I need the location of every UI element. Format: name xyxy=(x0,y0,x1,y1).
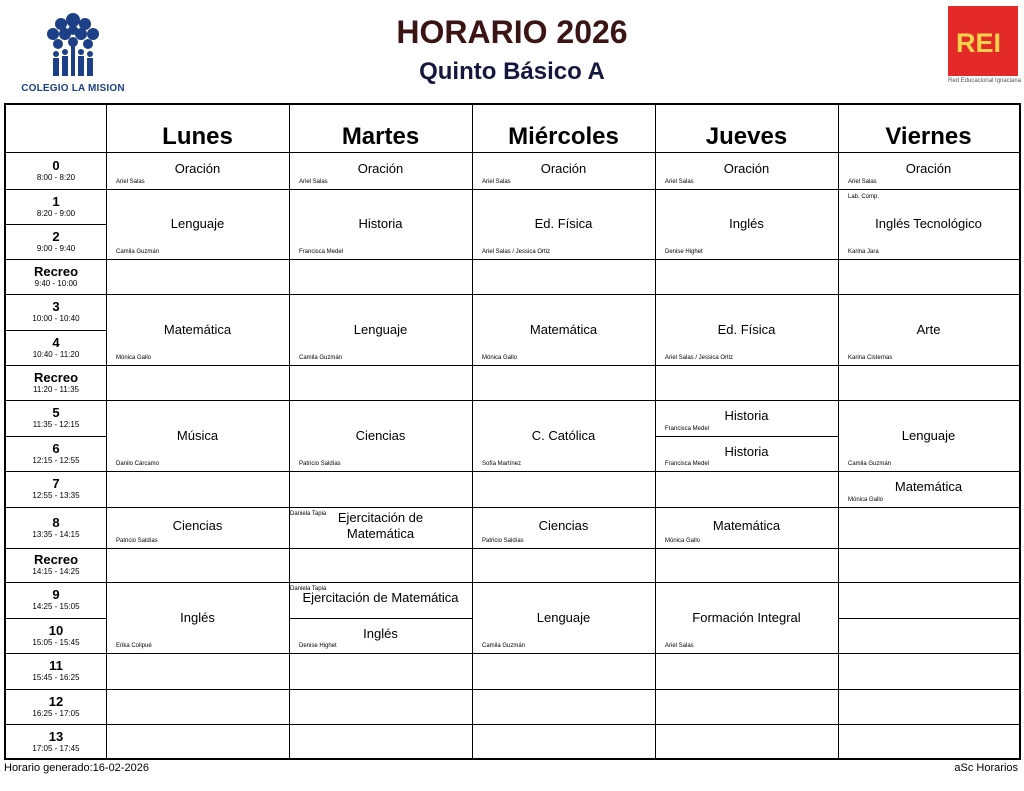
teacher-name: Ariel Salas xyxy=(848,179,877,185)
teacher-name: Karina Cisternas xyxy=(848,355,893,361)
day-header-lunes: Lunes xyxy=(162,123,233,150)
subject-name xyxy=(289,161,472,177)
subject-text: Matemática xyxy=(894,479,963,494)
subject-text: Lenguaje xyxy=(353,322,408,337)
subject-text: C. Católica xyxy=(531,428,596,443)
subject-name xyxy=(655,518,838,534)
subject-text: Oración xyxy=(174,161,221,176)
period-time: 17:05 - 17:45 xyxy=(32,744,80,753)
period-label xyxy=(6,159,106,183)
subject-text: Ed. Física xyxy=(534,216,593,231)
subject-name xyxy=(655,216,838,232)
teacher-name: Sofía Martínez xyxy=(482,461,522,467)
subject-text: Formación Integral xyxy=(692,610,801,625)
period-time: 14:25 - 15:05 xyxy=(32,602,80,611)
teacher-name: Patricio Saldías xyxy=(116,538,158,544)
period-time: 9:40 - 10:00 xyxy=(34,279,78,288)
subject-name xyxy=(472,610,655,626)
teacher-name: Denise Highet xyxy=(665,249,703,255)
row-line xyxy=(4,582,1021,583)
network-logo xyxy=(948,6,1022,88)
subject-name xyxy=(106,161,289,177)
period-number: 10 xyxy=(48,623,64,638)
teacher-name: Ariel Salas xyxy=(665,643,694,649)
teacher-name: Camila Guzmán xyxy=(848,461,892,467)
subject-text-line2: Matemática xyxy=(346,526,415,541)
subject-text: Inglés Tecnológico xyxy=(875,216,982,231)
period-time: 12:15 - 12:55 xyxy=(32,456,80,465)
subject-text: Lenguaje xyxy=(901,428,956,443)
page-title: HORARIO 2026 xyxy=(396,14,628,50)
subject-name xyxy=(838,479,1019,495)
subject-text: Inglés xyxy=(363,626,398,641)
row-line xyxy=(4,330,106,331)
period-number: 0 xyxy=(52,158,60,173)
period-time: 15:45 - 16:25 xyxy=(32,673,80,682)
subject-name xyxy=(106,428,289,444)
school-logo-caption: COLEGIO LA MISION xyxy=(21,83,125,94)
teacher-name: Mónica Gallo xyxy=(848,497,884,503)
period-label xyxy=(6,406,106,430)
subject-text: Historia xyxy=(724,408,769,423)
subject-text: Ciencias xyxy=(172,518,223,533)
subject-text: Ciencias xyxy=(538,518,589,533)
subject-name xyxy=(838,428,1019,444)
subject-name xyxy=(472,216,655,232)
tree-icon xyxy=(8,6,138,82)
page-subtitle: Quinto Básico A xyxy=(419,58,605,85)
subject-name xyxy=(838,322,1019,338)
subject-name xyxy=(655,444,838,460)
cell-line xyxy=(655,436,838,437)
period-label xyxy=(6,516,106,540)
row-line xyxy=(4,365,1021,366)
period-time: 10:00 - 10:40 xyxy=(32,314,80,323)
recess-label: Recreo xyxy=(33,370,79,385)
period-label xyxy=(6,336,106,360)
subject-name xyxy=(289,428,472,444)
period-number: 2 xyxy=(52,229,60,244)
subject-text: Ed. Física xyxy=(717,322,776,337)
room-label: Lab. Comp. xyxy=(848,194,880,200)
period-number: 8 xyxy=(52,515,60,530)
teacher-name: Camila Guzmán xyxy=(482,643,526,649)
teacher-name: Denise Highet xyxy=(299,643,337,649)
subject-text: Lenguaje xyxy=(170,216,225,231)
row-line xyxy=(4,294,1021,295)
period-number: 6 xyxy=(52,441,60,456)
period-label xyxy=(6,695,106,719)
period-number: 4 xyxy=(52,335,60,350)
subject-name xyxy=(655,408,838,424)
teacher-name: Ariel Salas xyxy=(482,179,511,185)
period-label xyxy=(6,371,106,395)
period-number: 5 xyxy=(52,405,60,420)
teacher-name: Francisca Medel xyxy=(665,426,710,432)
period-label xyxy=(6,624,106,648)
period-time: 9:00 - 9:40 xyxy=(36,244,76,253)
teacher-name: Patricio Saldías xyxy=(482,538,524,544)
subject-name xyxy=(289,626,472,642)
teacher-name: Erika Colipué xyxy=(116,643,152,649)
teacher-name: Mónica Gallo xyxy=(482,355,518,361)
teacher-name: Daniela Tapia xyxy=(290,511,327,517)
day-column-line xyxy=(655,103,656,760)
network-logo-text: REI xyxy=(956,28,1002,58)
teacher-name: Camila Guzmán xyxy=(116,249,160,255)
period-label xyxy=(6,730,106,754)
software-credit: aSc Horarios xyxy=(954,762,1018,774)
row-line xyxy=(4,689,1021,690)
row-line xyxy=(4,436,106,437)
subject-text: Oración xyxy=(723,161,770,176)
period-time: 16:25 - 17:05 xyxy=(32,709,80,718)
subject-text: Arte xyxy=(916,322,941,337)
teacher-name: Karina Jara xyxy=(848,249,879,255)
teacher-name: Ariel Salas xyxy=(299,179,328,185)
cell-line xyxy=(838,618,1019,619)
row-line xyxy=(4,224,106,225)
row-line xyxy=(4,548,1021,549)
subject-name xyxy=(838,216,1019,232)
period-number: 13 xyxy=(48,729,64,744)
subject-name xyxy=(106,322,289,338)
subject-name xyxy=(472,428,655,444)
header-row-line xyxy=(4,152,1021,153)
period-number: 9 xyxy=(52,587,60,602)
teacher-name: Camila Guzmán xyxy=(299,355,343,361)
subject-name xyxy=(472,518,655,534)
period-number: 1 xyxy=(52,194,60,209)
subject-name xyxy=(472,322,655,338)
teacher-name: Ariel Salas / Jessica Ortiz xyxy=(665,355,734,361)
period-label xyxy=(6,659,106,683)
cell-line xyxy=(289,618,472,619)
row-line xyxy=(4,259,1021,260)
day-header-jueves: Jueves xyxy=(705,123,788,150)
subject-text: Oración xyxy=(905,161,952,176)
subject-text: Ejercitación de xyxy=(337,510,424,525)
teacher-name: Mónica Gallo xyxy=(116,355,152,361)
subject-name xyxy=(655,322,838,338)
period-label xyxy=(6,265,106,289)
recess-label: Recreo xyxy=(33,552,79,567)
row-line xyxy=(4,653,1021,654)
period-time: 15:05 - 15:45 xyxy=(32,638,80,647)
teacher-name: Ariel Salas xyxy=(665,179,694,185)
period-time: 8:00 - 8:20 xyxy=(36,173,76,182)
day-header-martes: Martes xyxy=(341,123,420,150)
teacher-name: Danilo Cárcamo xyxy=(116,461,160,467)
period-label xyxy=(6,442,106,466)
period-label xyxy=(6,230,106,254)
subject-text: Matemática xyxy=(529,322,598,337)
period-number: 3 xyxy=(52,299,60,314)
period-number: 12 xyxy=(48,694,64,709)
subject-text: Inglés xyxy=(180,610,215,625)
subject-text: Música xyxy=(176,428,219,443)
subject-name xyxy=(655,161,838,177)
row-line xyxy=(4,507,1021,508)
subject-name xyxy=(289,322,472,338)
row-line xyxy=(4,189,1021,190)
teacher-name: Mónica Gallo xyxy=(665,538,701,544)
generated-date: Horario generado:16-02-2026 xyxy=(4,762,149,774)
subject-name xyxy=(106,518,289,534)
teacher-name: Ariel Salas xyxy=(116,179,145,185)
period-time: 10:40 - 11:20 xyxy=(32,350,80,359)
period-time: 11:20 - 11:35 xyxy=(33,385,79,394)
row-line xyxy=(4,400,1021,401)
subject-text: Inglés xyxy=(729,216,764,231)
period-label xyxy=(6,553,106,577)
day-header-viernes: Viernes xyxy=(885,123,972,150)
school-logo xyxy=(8,6,138,94)
subject-name xyxy=(472,161,655,177)
teacher-name: Francisca Medel xyxy=(665,461,710,467)
period-label xyxy=(6,477,106,501)
subject-name xyxy=(106,610,289,626)
subject-text: Matemática xyxy=(163,322,232,337)
period-label xyxy=(6,588,106,612)
period-time: 13:35 - 14:15 xyxy=(32,530,80,539)
subject-name xyxy=(106,216,289,232)
period-label xyxy=(6,195,106,219)
teacher-name: Ariel Salas / Jessica Ortiz xyxy=(482,249,551,255)
subject-text: Historia xyxy=(358,216,403,231)
subject-name xyxy=(838,161,1019,177)
row-line xyxy=(4,724,1021,725)
subject-text: Ejercitación de Matemática xyxy=(302,590,459,605)
subject-name xyxy=(289,216,472,232)
subject-name xyxy=(655,610,838,626)
teacher-name: Patricio Saldías xyxy=(299,461,341,467)
row-line xyxy=(4,618,106,619)
network-logo-caption: Red Educacional Ignaciana xyxy=(948,78,1022,84)
teacher-name: Francisca Medel xyxy=(299,249,344,255)
subject-text: Historia xyxy=(724,444,769,459)
teacher-name: Daniela Tapia xyxy=(290,586,327,592)
recess-label: Recreo xyxy=(33,264,79,279)
subject-text: Oración xyxy=(540,161,587,176)
period-time: 8:20 - 9:00 xyxy=(36,209,76,218)
period-time: 11:35 - 12:15 xyxy=(32,420,80,429)
period-number: 11 xyxy=(49,658,63,673)
period-number: 7 xyxy=(52,476,60,491)
day-header-miercoles: Miércoles xyxy=(508,123,619,150)
period-time: 14:15 - 14:25 xyxy=(32,567,80,576)
subject-text: Ciencias xyxy=(355,428,406,443)
period-time: 12:55 - 13:35 xyxy=(32,491,80,500)
subject-text: Lenguaje xyxy=(536,610,591,625)
period-label xyxy=(6,300,106,324)
subject-text: Matemática xyxy=(712,518,781,533)
subject-text: Oración xyxy=(357,161,404,176)
row-line xyxy=(4,471,1021,472)
